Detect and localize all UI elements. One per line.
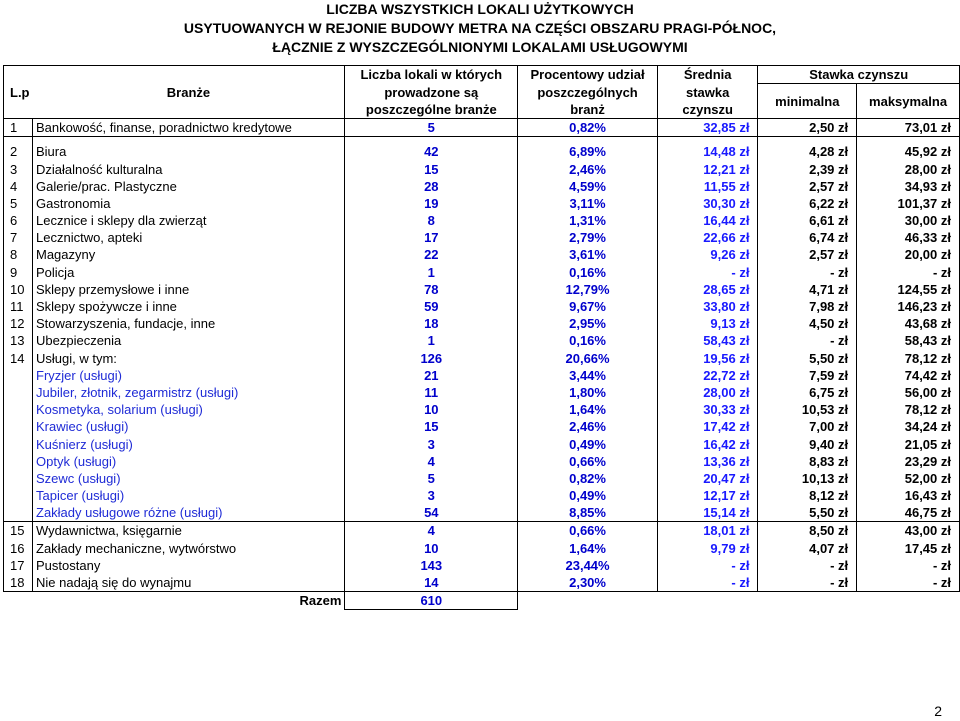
row-name: Policja — [33, 264, 345, 281]
row-count: 11 — [345, 384, 518, 401]
row-pct: 2,46% — [518, 418, 658, 435]
row-min: 4,28 zł — [758, 143, 857, 160]
row-pct: 1,64% — [518, 540, 658, 557]
row-name: Gastronomia — [33, 195, 345, 212]
row-name: Magazyny — [33, 246, 345, 263]
row-lp: 15 — [4, 522, 33, 540]
row-min: 4,50 zł — [758, 315, 857, 332]
row-name: Stowarzyszenia, fundacje, inne — [33, 315, 345, 332]
row-max: 34,93 zł — [857, 178, 960, 195]
row-max: 78,12 zł — [857, 401, 960, 418]
table-row — [4, 119, 960, 137]
row-max: 74,42 zł — [857, 367, 960, 384]
row-avg: - zł — [657, 557, 758, 574]
row-pct: 2,46% — [518, 160, 658, 177]
row-name: Sklepy spożywcze i inne — [33, 298, 345, 315]
row-name: Szewc (usługi) — [33, 470, 345, 487]
row-max: 45,92 zł — [857, 143, 960, 160]
row-pct: 12,79% — [518, 281, 658, 298]
row-min: - zł — [758, 574, 857, 592]
row-pct: 0,49% — [518, 487, 658, 504]
header-count-line3: poszczególne branże — [345, 101, 518, 119]
row-name: Pustostany — [33, 557, 345, 574]
row-count: 59 — [345, 298, 518, 315]
table-row — [4, 246, 960, 263]
row-min: 6,22 zł — [758, 195, 857, 212]
row-name: Fryzjer (usługi) — [33, 367, 345, 384]
row-name: Wydawnictwa, księgarnie — [33, 522, 345, 540]
row-max: 20,00 zł — [857, 246, 960, 263]
row-pct: 1,64% — [518, 401, 658, 418]
row-pct: 23,44% — [518, 557, 658, 574]
row-min: 7,59 zł — [758, 367, 857, 384]
row-name: Ubezpieczenia — [33, 332, 345, 349]
row-lp: 17 — [4, 557, 33, 574]
table-subrow — [4, 453, 960, 470]
table-subrow — [4, 418, 960, 435]
row-max: - zł — [857, 557, 960, 574]
row-pct: 0,16% — [518, 332, 658, 349]
row-avg: 30,30 zł — [657, 195, 758, 212]
row-min: 8,12 zł — [758, 487, 857, 504]
row-lp: 6 — [4, 212, 33, 229]
row-min: 4,07 zł — [758, 540, 857, 557]
row-name: Biura — [33, 143, 345, 160]
row-min: 5,50 zł — [758, 350, 857, 367]
row-pct: 3,44% — [518, 367, 658, 384]
row-pct: 8,85% — [518, 504, 658, 522]
row-min: 2,57 zł — [758, 178, 857, 195]
row-lp: 10 — [4, 281, 33, 298]
row-max: 46,75 zł — [857, 504, 960, 522]
row-avg: 20,47 zł — [657, 470, 758, 487]
total-row — [4, 592, 960, 610]
row-avg: 28,65 zł — [657, 281, 758, 298]
row-min: 2,39 zł — [758, 160, 857, 177]
table-row — [4, 143, 960, 160]
table-row — [4, 264, 960, 281]
row-avg: 22,66 zł — [657, 229, 758, 246]
row-count: 10 — [345, 540, 518, 557]
row-lp: 5 — [4, 195, 33, 212]
row-count: 4 — [345, 453, 518, 470]
row-name: Bankowość, finanse, poradnictwo kredytowe — [33, 119, 345, 137]
row-lp — [4, 401, 33, 418]
row-min: 7,98 zł — [758, 298, 857, 315]
row-min: 9,40 zł — [758, 435, 857, 452]
table-subrow — [4, 384, 960, 401]
row-name: Optyk (usługi) — [33, 453, 345, 470]
row-count: 3 — [345, 435, 518, 452]
row-min: 6,75 zł — [758, 384, 857, 401]
table-row — [4, 557, 960, 574]
row-max: 17,45 zł — [857, 540, 960, 557]
row-count: 42 — [345, 143, 518, 160]
row-lp: 12 — [4, 315, 33, 332]
row-avg: 9,26 zł — [657, 246, 758, 263]
header-avg-line3: czynszu — [657, 101, 758, 119]
row-lp — [4, 487, 33, 504]
row-lp: 3 — [4, 160, 33, 177]
header-min: minimalna — [758, 84, 857, 119]
row-avg: 17,42 zł — [657, 418, 758, 435]
row-max: 30,00 zł — [857, 212, 960, 229]
row-max: 34,24 zł — [857, 418, 960, 435]
header-pct-line2: poszczególnych — [518, 84, 658, 101]
table-row — [4, 574, 960, 592]
row-pct: 1,80% — [518, 384, 658, 401]
row-count: 28 — [345, 178, 518, 195]
title-line-3: ŁĄCZNIE Z WYSZCZEGÓLNIONYMI LOKALAMI USŁUGOWYMI — [272, 39, 688, 55]
row-count: 126 — [345, 350, 518, 367]
header-lp: L.p — [4, 66, 33, 119]
row-count: 19 — [345, 195, 518, 212]
table-row — [4, 281, 960, 298]
row-avg: 30,33 zł — [657, 401, 758, 418]
row-name: Lecznice i sklepy dla zwierząt — [33, 212, 345, 229]
row-count: 17 — [345, 229, 518, 246]
row-count: 54 — [345, 504, 518, 522]
row-min: 6,61 zł — [758, 212, 857, 229]
table-row — [4, 298, 960, 315]
header-pct-line3: branż — [518, 101, 658, 119]
row-pct: 2,79% — [518, 229, 658, 246]
row-avg: 28,00 zł — [657, 384, 758, 401]
row-avg: 9,79 zł — [657, 540, 758, 557]
row-min: 8,50 zł — [758, 522, 857, 540]
row-count: 14 — [345, 574, 518, 592]
row-name: Galerie/prac. Plastyczne — [33, 178, 345, 195]
row-count: 143 — [345, 557, 518, 574]
row-lp — [4, 470, 33, 487]
row-pct: 2,30% — [518, 574, 658, 592]
row-count: 21 — [345, 367, 518, 384]
table-row — [4, 178, 960, 195]
row-max: 28,00 zł — [857, 160, 960, 177]
row-avg: 16,42 zł — [657, 435, 758, 452]
row-avg: 58,43 zł — [657, 332, 758, 349]
row-count: 8 — [345, 212, 518, 229]
row-avg: - zł — [657, 264, 758, 281]
row-avg: 33,80 zł — [657, 298, 758, 315]
row-lp — [4, 367, 33, 384]
table-subrow — [4, 367, 960, 384]
row-lp — [4, 384, 33, 401]
total-label: Razem — [33, 592, 345, 610]
table-body — [4, 119, 960, 610]
row-count: 78 — [345, 281, 518, 298]
row-avg: 14,48 zł — [657, 143, 758, 160]
row-pct: 0,16% — [518, 264, 658, 281]
row-avg: 18,01 zł — [657, 522, 758, 540]
row-pct: 3,61% — [518, 246, 658, 263]
row-min: 4,71 zł — [758, 281, 857, 298]
row-name: Jubiler, złotnik, zegarmistrz (usługi) — [33, 384, 345, 401]
row-count: 18 — [345, 315, 518, 332]
table-row — [4, 522, 960, 540]
table-row — [4, 160, 960, 177]
row-avg: 15,14 zł — [657, 504, 758, 522]
row-count: 15 — [345, 160, 518, 177]
header-avg-line1: Średnia — [657, 66, 758, 84]
row-lp: 16 — [4, 540, 33, 557]
row-name: Tapicer (usługi) — [33, 487, 345, 504]
row-min: - zł — [758, 332, 857, 349]
row-pct: 0,82% — [518, 119, 658, 137]
header-rate: Stawka czynszu — [758, 66, 960, 84]
row-min: 8,83 zł — [758, 453, 857, 470]
row-lp: 7 — [4, 229, 33, 246]
row-name: Sklepy przemysłowe i inne — [33, 281, 345, 298]
title-line-2: USYTUOWANYCH W REJONIE BUDOWY METRA NA CZĘŚCI OBSZARU PRAGI-PÓŁNOC, — [183, 20, 777, 36]
row-min: 6,74 zł — [758, 229, 857, 246]
table-subrow — [4, 470, 960, 487]
row-min: 2,50 zł — [758, 119, 857, 137]
row-name: Kuśnierz (usługi) — [33, 435, 345, 452]
table-row — [4, 540, 960, 557]
row-max: 101,37 zł — [857, 195, 960, 212]
table-subrow — [4, 435, 960, 452]
row-name: Zakłady mechaniczne, wytwórstwo — [33, 540, 345, 557]
row-pct: 2,95% — [518, 315, 658, 332]
row-avg: 12,17 zł — [657, 487, 758, 504]
row-max: 146,23 zł — [857, 298, 960, 315]
row-lp — [4, 453, 33, 470]
row-max: 43,00 zł — [857, 522, 960, 540]
row-name: Nie nadają się do wynajmu — [33, 574, 345, 592]
row-lp: 2 — [4, 143, 33, 160]
row-avg: 9,13 zł — [657, 315, 758, 332]
row-pct: 1,31% — [518, 212, 658, 229]
table-row — [4, 315, 960, 332]
row-pct: 9,67% — [518, 298, 658, 315]
row-name: Kosmetyka, solarium (usługi) — [33, 401, 345, 418]
row-max: 21,05 zł — [857, 435, 960, 452]
row-pct: 0,66% — [518, 522, 658, 540]
row-max: 58,43 zł — [857, 332, 960, 349]
row-min: 5,50 zł — [758, 504, 857, 522]
row-lp: 4 — [4, 178, 33, 195]
row-max: 78,12 zł — [857, 350, 960, 367]
row-avg: 12,21 zł — [657, 160, 758, 177]
row-min: 7,00 zł — [758, 418, 857, 435]
total-count: 610 — [345, 592, 518, 610]
table-row — [4, 229, 960, 246]
row-pct: 0,82% — [518, 470, 658, 487]
row-count: 1 — [345, 332, 518, 349]
row-count: 15 — [345, 418, 518, 435]
table-row — [4, 212, 960, 229]
row-max: 73,01 zł — [857, 119, 960, 137]
header-count-line2: prowadzone są — [345, 84, 518, 101]
row-pct: 6,89% — [518, 143, 658, 160]
row-pct: 0,49% — [518, 435, 658, 452]
row-name: Działalność kulturalna — [33, 160, 345, 177]
header-branze: Branże — [33, 66, 345, 119]
header-avg-line2: stawka — [657, 84, 758, 101]
row-avg: 11,55 zł — [657, 178, 758, 195]
table-row — [4, 332, 960, 349]
row-max: 46,33 zł — [857, 229, 960, 246]
row-pct: 20,66% — [518, 350, 658, 367]
row-max: - zł — [857, 264, 960, 281]
row-avg: 22,72 zł — [657, 367, 758, 384]
header-max: maksymalna — [857, 84, 960, 119]
row-min: 2,57 zł — [758, 246, 857, 263]
row-count: 5 — [345, 470, 518, 487]
row-lp: 14 — [4, 350, 33, 367]
row-lp: 13 — [4, 332, 33, 349]
page-number: 2 — [934, 703, 942, 719]
table-row — [4, 350, 960, 367]
row-lp: 9 — [4, 264, 33, 281]
row-pct: 3,11% — [518, 195, 658, 212]
row-name: Zakłady usługowe różne (usługi) — [33, 504, 345, 522]
row-avg: 32,85 zł — [657, 119, 758, 137]
row-max: 43,68 zł — [857, 315, 960, 332]
table-row — [4, 195, 960, 212]
row-lp: 11 — [4, 298, 33, 315]
row-max: 124,55 zł — [857, 281, 960, 298]
row-avg: 16,44 zł — [657, 212, 758, 229]
row-max: 23,29 zł — [857, 453, 960, 470]
table-subrow — [4, 401, 960, 418]
row-count: 4 — [345, 522, 518, 540]
row-max: 56,00 zł — [857, 384, 960, 401]
table-subrow — [4, 504, 960, 522]
row-min: 10,13 zł — [758, 470, 857, 487]
row-count: 5 — [345, 119, 518, 137]
row-max: 16,43 zł — [857, 487, 960, 504]
header-pct-line1: Procentowy udział — [518, 66, 658, 84]
row-min: - zł — [758, 264, 857, 281]
row-max: 52,00 zł — [857, 470, 960, 487]
row-min: 10,53 zł — [758, 401, 857, 418]
document-title — [0, 0, 960, 57]
row-count: 1 — [345, 264, 518, 281]
row-lp — [4, 504, 33, 522]
header-count-line1: Liczba lokali w których — [345, 66, 518, 84]
row-lp: 18 — [4, 574, 33, 592]
row-name: Lecznictwo, apteki — [33, 229, 345, 246]
row-min: - zł — [758, 557, 857, 574]
table-subrow — [4, 487, 960, 504]
row-name: Usługi, w tym: — [33, 350, 345, 367]
row-lp — [4, 418, 33, 435]
row-avg: 19,56 zł — [657, 350, 758, 367]
row-lp — [4, 435, 33, 452]
row-lp: 1 — [4, 119, 33, 137]
row-count: 22 — [345, 246, 518, 263]
row-count: 3 — [345, 487, 518, 504]
row-count: 10 — [345, 401, 518, 418]
title-line-1: LICZBA WSZYSTKICH LOKALI UŻYTKOWYCH — [326, 1, 634, 17]
row-avg: - zł — [657, 574, 758, 592]
row-pct: 0,66% — [518, 453, 658, 470]
row-avg: 13,36 zł — [657, 453, 758, 470]
rent-table — [3, 65, 960, 610]
row-name: Krawiec (usługi) — [33, 418, 345, 435]
row-max: - zł — [857, 574, 960, 592]
row-lp: 8 — [4, 246, 33, 263]
row-pct: 4,59% — [518, 178, 658, 195]
